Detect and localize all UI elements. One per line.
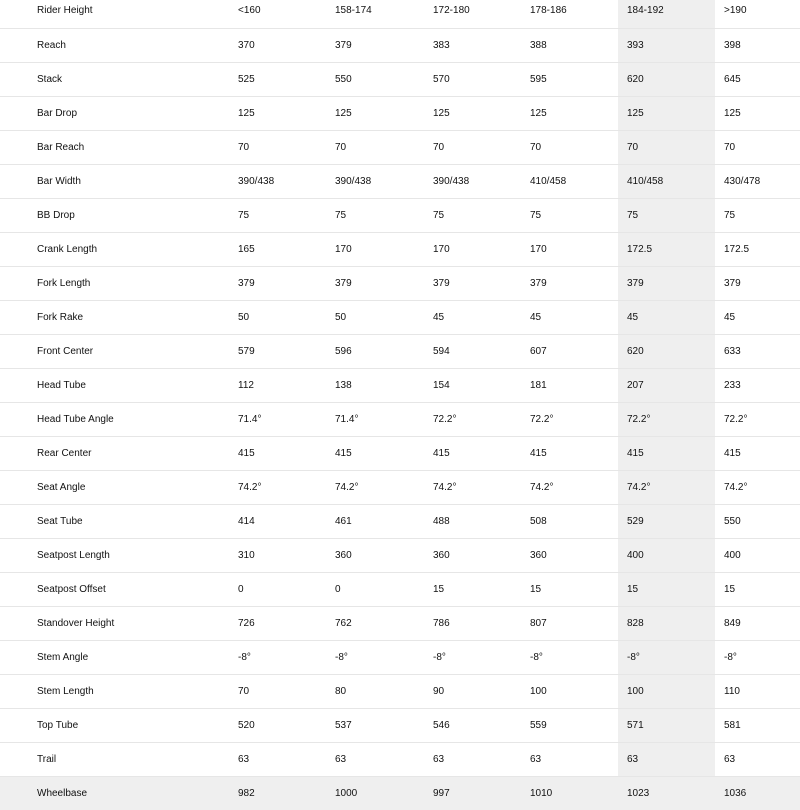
- table-row: [0, 232, 800, 266]
- table-cell: 360: [521, 538, 618, 572]
- row-label: Trail: [0, 742, 229, 776]
- table-cell: 379: [326, 28, 424, 62]
- row-label: BB Drop: [0, 198, 229, 232]
- table-cell: 125: [326, 96, 424, 130]
- row-label: Reach: [0, 28, 229, 62]
- table-cell: 75: [521, 198, 618, 232]
- table-cell: 74.2°: [424, 470, 521, 504]
- table-cell: 63: [521, 742, 618, 776]
- table-cell: 154: [424, 368, 521, 402]
- table-cell: 525: [229, 62, 326, 96]
- table-cell: 570: [424, 62, 521, 96]
- table-cell: 45: [715, 300, 800, 334]
- row-label: Rider Height: [0, 0, 229, 28]
- table-row: [0, 708, 800, 742]
- table-cell: 461: [326, 504, 424, 538]
- row-label: Seat Angle: [0, 470, 229, 504]
- table-cell: 390/438: [229, 164, 326, 198]
- table-cell: -8°: [424, 640, 521, 674]
- table-cell: 360: [424, 538, 521, 572]
- table-cell: 581: [715, 708, 800, 742]
- table-row: [0, 28, 800, 62]
- table-cell: 165: [229, 232, 326, 266]
- table-cell: 170: [424, 232, 521, 266]
- table-cell: 170: [521, 232, 618, 266]
- table-cell: 633: [715, 334, 800, 368]
- table-cell: 74.2°: [715, 470, 800, 504]
- table-row: [0, 62, 800, 96]
- table-cell: 15: [618, 572, 715, 606]
- row-label: Seat Tube: [0, 504, 229, 538]
- table-cell: 74.2°: [521, 470, 618, 504]
- table-cell: 0: [326, 572, 424, 606]
- row-label: Fork Rake: [0, 300, 229, 334]
- table-cell: 360: [326, 538, 424, 572]
- row-label: Crank Length: [0, 232, 229, 266]
- table-cell: 72.2°: [424, 402, 521, 436]
- table-cell: 410/458: [521, 164, 618, 198]
- table-row: [0, 606, 800, 640]
- table-cell: 172.5: [618, 232, 715, 266]
- table-cell: 15: [715, 572, 800, 606]
- row-label: Standover Height: [0, 606, 229, 640]
- row-label: Bar Width: [0, 164, 229, 198]
- row-label: Front Center: [0, 334, 229, 368]
- table-cell: 388: [521, 28, 618, 62]
- table-cell: 383: [424, 28, 521, 62]
- table-cell: 80: [326, 674, 424, 708]
- table-cell: 50: [229, 300, 326, 334]
- table-row: [0, 470, 800, 504]
- table-cell: 138: [326, 368, 424, 402]
- table-cell: 100: [521, 674, 618, 708]
- table-cell: <160: [229, 0, 326, 28]
- table-cell: 184-192: [618, 0, 715, 28]
- table-row: [0, 776, 800, 810]
- table-cell: 50: [326, 300, 424, 334]
- table-cell: -8°: [618, 640, 715, 674]
- table-cell: 1023: [618, 776, 715, 810]
- table-cell: 72.2°: [618, 402, 715, 436]
- table-cell: 125: [618, 96, 715, 130]
- table-cell: 70: [326, 130, 424, 164]
- row-label: Seatpost Offset: [0, 572, 229, 606]
- table-cell: 70: [424, 130, 521, 164]
- table-row: [0, 266, 800, 300]
- table-cell: 415: [326, 436, 424, 470]
- table-cell: 550: [715, 504, 800, 538]
- table-cell: 63: [618, 742, 715, 776]
- table-cell: 400: [715, 538, 800, 572]
- table-cell: 415: [424, 436, 521, 470]
- table-row: [0, 504, 800, 538]
- row-label: Head Tube: [0, 368, 229, 402]
- table-cell: 415: [618, 436, 715, 470]
- row-label: Seatpost Length: [0, 538, 229, 572]
- table-cell: 595: [521, 62, 618, 96]
- table-cell: 170: [326, 232, 424, 266]
- table-cell: 110: [715, 674, 800, 708]
- table-cell: 70: [521, 130, 618, 164]
- table-cell: 74.2°: [618, 470, 715, 504]
- table-cell: 125: [424, 96, 521, 130]
- table-cell: 90: [424, 674, 521, 708]
- table-cell: 400: [618, 538, 715, 572]
- table-cell: 645: [715, 62, 800, 96]
- table-cell: 233: [715, 368, 800, 402]
- table-cell: 1000: [326, 776, 424, 810]
- table-cell: 390/438: [326, 164, 424, 198]
- table-cell: 762: [326, 606, 424, 640]
- table-cell: 488: [424, 504, 521, 538]
- row-label: Wheelbase: [0, 776, 229, 810]
- table-cell: 620: [618, 334, 715, 368]
- table-cell: 559: [521, 708, 618, 742]
- table-cell: 70: [618, 130, 715, 164]
- table-cell: 63: [424, 742, 521, 776]
- table-cell: 415: [715, 436, 800, 470]
- table-cell: 74.2°: [326, 470, 424, 504]
- table-row: [0, 538, 800, 572]
- row-label: Rear Center: [0, 436, 229, 470]
- table-cell: 310: [229, 538, 326, 572]
- table-cell: 997: [424, 776, 521, 810]
- table-row: [0, 742, 800, 776]
- table-row: [0, 0, 800, 28]
- table-cell: 75: [326, 198, 424, 232]
- table-cell: 982: [229, 776, 326, 810]
- table-row: [0, 334, 800, 368]
- table-cell: 74.2°: [229, 470, 326, 504]
- row-label: Bar Reach: [0, 130, 229, 164]
- table-cell: 807: [521, 606, 618, 640]
- table-row: [0, 572, 800, 606]
- table-cell: 45: [521, 300, 618, 334]
- table-row: [0, 164, 800, 198]
- table-cell: 393: [618, 28, 715, 62]
- table-cell: -8°: [229, 640, 326, 674]
- table-cell: 508: [521, 504, 618, 538]
- table-cell: 620: [618, 62, 715, 96]
- table-cell: 370: [229, 28, 326, 62]
- table-cell: >190: [715, 0, 800, 28]
- table-cell: 520: [229, 708, 326, 742]
- table-cell: 15: [521, 572, 618, 606]
- table-cell: 379: [618, 266, 715, 300]
- row-label: Stack: [0, 62, 229, 96]
- table-cell: 415: [229, 436, 326, 470]
- table-cell: 786: [424, 606, 521, 640]
- table-cell: -8°: [326, 640, 424, 674]
- table-cell: 75: [229, 198, 326, 232]
- table-cell: 571: [618, 708, 715, 742]
- table-cell: 63: [229, 742, 326, 776]
- table-cell: 579: [229, 334, 326, 368]
- table-cell: 178-186: [521, 0, 618, 28]
- table-cell: 207: [618, 368, 715, 402]
- table-cell: 72.2°: [521, 402, 618, 436]
- table-cell: 125: [229, 96, 326, 130]
- table-cell: 414: [229, 504, 326, 538]
- table-cell: 849: [715, 606, 800, 640]
- table-cell: 398: [715, 28, 800, 62]
- table-cell: 828: [618, 606, 715, 640]
- table-cell: 45: [424, 300, 521, 334]
- table-row: [0, 674, 800, 708]
- table-cell: 379: [229, 266, 326, 300]
- table-cell: 550: [326, 62, 424, 96]
- table-cell: 390/438: [424, 164, 521, 198]
- table-cell: 71.4°: [229, 402, 326, 436]
- table-cell: 410/458: [618, 164, 715, 198]
- table-cell: 70: [229, 674, 326, 708]
- table-cell: 45: [618, 300, 715, 334]
- table-cell: 181: [521, 368, 618, 402]
- table-cell: 172.5: [715, 232, 800, 266]
- row-label: Stem Angle: [0, 640, 229, 674]
- table-cell: 75: [618, 198, 715, 232]
- table-cell: 726: [229, 606, 326, 640]
- table-row: [0, 368, 800, 402]
- table-cell: 596: [326, 334, 424, 368]
- table-cell: 63: [326, 742, 424, 776]
- table-cell: 379: [424, 266, 521, 300]
- row-label: Fork Length: [0, 266, 229, 300]
- row-label: Bar Drop: [0, 96, 229, 130]
- table-cell: 71.4°: [326, 402, 424, 436]
- table-cell: 1010: [521, 776, 618, 810]
- table-cell: 379: [715, 266, 800, 300]
- table-cell: 72.2°: [715, 402, 800, 436]
- table-row: [0, 130, 800, 164]
- table-cell: 415: [521, 436, 618, 470]
- table-row: [0, 640, 800, 674]
- table-cell: 537: [326, 708, 424, 742]
- row-label: Head Tube Angle: [0, 402, 229, 436]
- table-cell: 112: [229, 368, 326, 402]
- table-cell: 546: [424, 708, 521, 742]
- row-label: Stem Length: [0, 674, 229, 708]
- table-cell: 15: [424, 572, 521, 606]
- table-cell: 75: [424, 198, 521, 232]
- table-cell: 430/478: [715, 164, 800, 198]
- table-cell: 158-174: [326, 0, 424, 28]
- table-cell: 125: [521, 96, 618, 130]
- table-cell: 172-180: [424, 0, 521, 28]
- table-cell: 70: [229, 130, 326, 164]
- table-cell: 379: [521, 266, 618, 300]
- table-cell: 70: [715, 130, 800, 164]
- table-row: [0, 402, 800, 436]
- table-row: [0, 300, 800, 334]
- table-cell: 529: [618, 504, 715, 538]
- table-cell: 75: [715, 198, 800, 232]
- table-cell: 594: [424, 334, 521, 368]
- table-cell: 379: [326, 266, 424, 300]
- table-cell: 100: [618, 674, 715, 708]
- table-row: [0, 96, 800, 130]
- table-cell: -8°: [521, 640, 618, 674]
- table-cell: 0: [229, 572, 326, 606]
- table-row: [0, 198, 800, 232]
- table-cell: 63: [715, 742, 800, 776]
- table-cell: -8°: [715, 640, 800, 674]
- table-cell: 125: [715, 96, 800, 130]
- table-row: [0, 436, 800, 470]
- row-label: Top Tube: [0, 708, 229, 742]
- table-cell: 607: [521, 334, 618, 368]
- table-cell: 1036: [715, 776, 800, 810]
